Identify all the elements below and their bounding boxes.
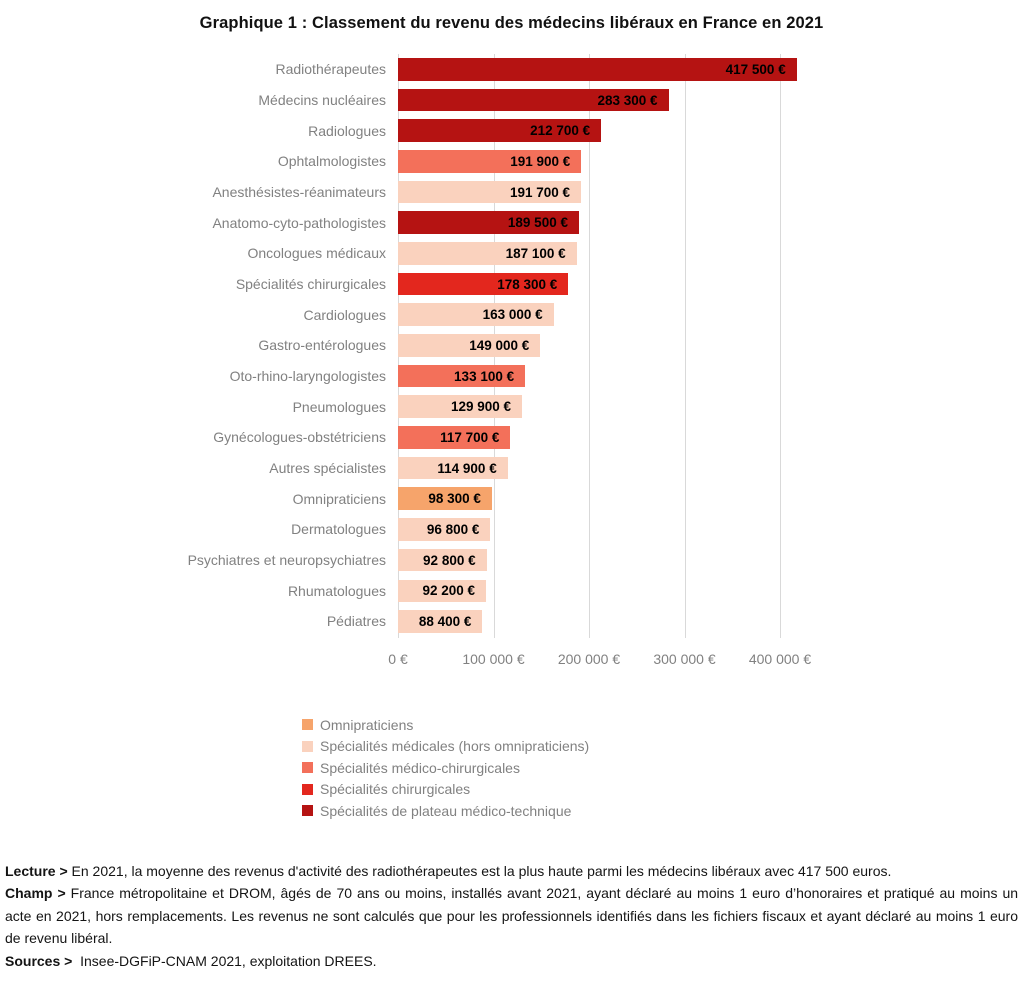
legend-swatch: [302, 762, 313, 773]
legend-label: Spécialités médicales (hors omnipraticiens): [320, 738, 590, 755]
legend-label: Omnipraticiens: [320, 716, 414, 733]
category-label: Dermatologues: [291, 521, 386, 538]
bar: [398, 518, 490, 541]
value-label: 92 800 €: [423, 552, 476, 568]
bar-row: [0, 85, 1023, 116]
bar-track: [398, 610, 1023, 633]
legend-swatch: [302, 719, 313, 730]
lecture-note: [5, 860, 1018, 882]
value-label: 212 700 €: [530, 123, 591, 139]
value-label: 96 800 €: [426, 521, 480, 537]
bar: [398, 610, 482, 633]
bar-rows: [0, 54, 1023, 637]
bar: [398, 395, 522, 418]
bar-track: [398, 549, 1023, 572]
bar: [398, 211, 579, 234]
plot-area: [0, 54, 1023, 638]
value-label: 191 900 €: [510, 153, 571, 169]
bar-track: [398, 89, 1023, 112]
bar: [398, 150, 581, 173]
bar-track: [398, 181, 1023, 204]
legend-item: [302, 736, 589, 758]
bar: [398, 549, 487, 572]
legend-item: [302, 779, 589, 801]
bar-row: [0, 606, 1023, 637]
value-label: 187 100 €: [505, 245, 566, 261]
bar: [398, 580, 486, 603]
legend: [302, 714, 589, 822]
bar-row: [0, 238, 1023, 269]
category-label: Gynécologues-obstétriciens: [213, 429, 386, 446]
legend-swatch: [302, 805, 313, 816]
bar-row: [0, 54, 1023, 85]
bar-track: [398, 58, 1023, 81]
category-label: Pédiatres: [326, 613, 386, 630]
bar-track: [398, 487, 1023, 510]
legend-label: Spécialités médico-chirurgicales: [320, 759, 520, 776]
bar-row: [0, 422, 1023, 453]
legend-item: [302, 800, 589, 822]
bar-row: [0, 146, 1023, 177]
category-label: Oto-rhino-laryngologistes: [229, 368, 386, 385]
bar-track: [398, 119, 1023, 142]
value-label: 283 300 €: [597, 92, 658, 108]
bar-row: [0, 115, 1023, 146]
bar: [398, 457, 508, 480]
x-axis: [0, 651, 1023, 673]
footnotes: [5, 860, 1018, 972]
value-label: 163 000 €: [482, 307, 543, 323]
category-label: Gastro-entérologues: [258, 337, 386, 354]
bar-track: [398, 395, 1023, 418]
value-label: 129 900 €: [450, 399, 512, 415]
bar-row: [0, 483, 1023, 514]
value-label: 88 400 €: [418, 613, 472, 629]
value-label: 189 500 €: [507, 215, 568, 231]
bar: [398, 58, 797, 81]
bar: [398, 487, 492, 510]
bar-track: [398, 365, 1023, 388]
bar-track: [398, 580, 1023, 603]
category-label: Médecins nucléaires: [258, 92, 386, 108]
legend-item: [302, 714, 589, 736]
bar-row: [0, 361, 1023, 392]
bar-row: [0, 514, 1023, 545]
value-label: 98 300 €: [428, 491, 481, 507]
lecture-text: En 2021, la moyenne des revenus d'activité des radiothérapeutes est la plus haute parmi les médecins libéraux avec 417 500 euros.: [71, 863, 892, 879]
bar: [398, 334, 540, 357]
value-label: 417 500 €: [725, 61, 786, 77]
bar-track: [398, 426, 1023, 449]
value-label: 114 900 €: [437, 460, 497, 476]
category-label: Omnipraticiens: [292, 490, 386, 507]
value-label: 149 000 €: [469, 337, 530, 353]
category-label: Anesthésistes-réanimateurs: [212, 184, 386, 201]
bar: [398, 89, 669, 112]
bar-row: [0, 269, 1023, 300]
x-tick-label: 100 000 €: [462, 651, 525, 667]
category-label: Autres spécialistes: [269, 460, 386, 477]
bar-row: [0, 330, 1023, 361]
bar: [398, 242, 577, 265]
bar: [398, 365, 525, 388]
champ-note: [5, 882, 1018, 949]
bar-track: [398, 273, 1023, 296]
category-label: Rhumatologues: [287, 582, 386, 599]
sources-label: Sources >: [5, 952, 73, 969]
champ-text: France métropolitaine et DROM, âgés de 70 ans ou moins, installés avant 2021, ayant déclaré au moins 1 euro d’honoraires et pratiqué au moins un acte en 2021, hors remplacements. Les revenus ne sont calculés que pour les professionnels identifiés dans les fichiers fiscaux et ayant déclaré au moins 1 euro de revenu libéral.: [5, 885, 1019, 947]
legend-label: Spécialités chirurgicales: [320, 781, 471, 798]
value-label: 117 700 €: [440, 429, 500, 445]
bar-row: [0, 453, 1023, 484]
bar-row: [0, 391, 1023, 422]
bar-track: [398, 242, 1023, 265]
x-tick-label: 0 €: [388, 651, 408, 667]
bar-track: [398, 211, 1023, 234]
legend-swatch: [302, 741, 313, 752]
x-tick-label: 300 000 €: [653, 651, 716, 667]
legend-swatch: [302, 784, 313, 795]
category-label: Radiothérapeutes: [275, 61, 386, 78]
value-label: 191 700 €: [510, 184, 571, 200]
sources-note: [5, 950, 1018, 972]
category-label: Pneumologues: [292, 398, 386, 415]
bar: [398, 119, 601, 142]
category-label: Spécialités chirurgicales: [235, 276, 386, 293]
chart-title: Graphique 1 : Classement du revenu des médecins libéraux en France en 2021: [199, 14, 824, 32]
category-label: Radiologues: [308, 122, 386, 139]
bar-track: [398, 303, 1023, 326]
bar: [398, 181, 581, 204]
category-label: Ophtalmologistes: [277, 153, 386, 170]
bar-row: [0, 575, 1023, 606]
x-tick-label: 400 000 €: [748, 651, 812, 667]
value-label: 133 100 €: [454, 368, 515, 384]
legend-label: Spécialités de plateau médico-technique: [320, 802, 572, 819]
bar: [398, 303, 554, 326]
bar: [398, 426, 510, 449]
category-label: Psychiatres et neuropsychiatres: [187, 552, 386, 569]
x-tick-label: 200 000 €: [557, 651, 621, 667]
bar-row: [0, 207, 1023, 238]
bar-track: [398, 150, 1023, 173]
bar: [398, 273, 568, 296]
lecture-label: Lecture >: [5, 863, 68, 879]
value-label: 92 200 €: [422, 583, 476, 599]
champ-label: Champ >: [5, 885, 66, 902]
legend-item: [302, 757, 589, 779]
bar-row: [0, 545, 1023, 576]
value-label: 178 300 €: [497, 276, 558, 292]
bar-track: [398, 457, 1023, 480]
sources-text: Insee-DGFiP-CNAM 2021, exploitation DREES.: [80, 952, 377, 969]
bar-row: [0, 177, 1023, 208]
category-label: Cardiologues: [303, 306, 386, 323]
category-label: Oncologues médicaux: [247, 245, 386, 262]
bar-row: [0, 299, 1023, 330]
bar-track: [398, 334, 1023, 357]
bar-track: [398, 518, 1023, 541]
category-label: Anatomo-cyto-pathologistes: [212, 214, 386, 231]
